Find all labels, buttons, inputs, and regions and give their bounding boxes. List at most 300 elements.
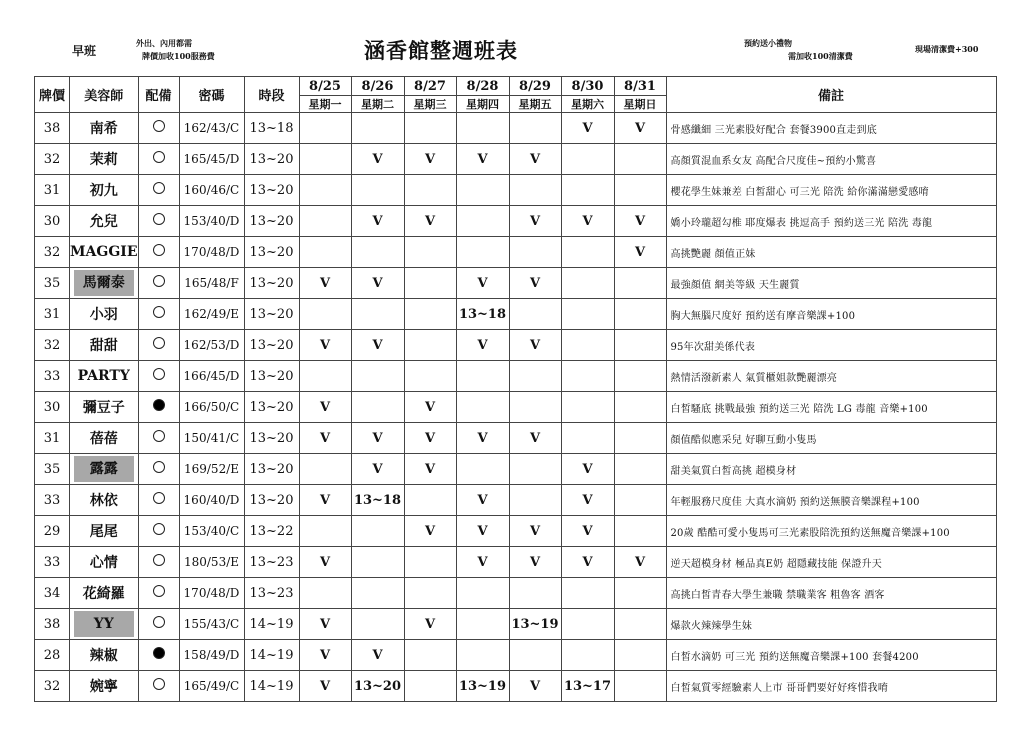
day-cell: V (561, 485, 614, 516)
hours-cell: 13~20 (244, 361, 299, 392)
equipment-cell (138, 671, 179, 702)
day-cell (404, 268, 456, 299)
beautician-name (70, 454, 139, 485)
open-circle-icon (153, 182, 165, 194)
day-cell (351, 547, 404, 578)
hours-cell: 13~18 (244, 113, 299, 144)
day-cell (299, 144, 351, 175)
equipment-cell (138, 609, 179, 640)
beautician-name (70, 392, 139, 423)
beautician-name-text: 露露 (74, 456, 134, 482)
equipment-cell (138, 299, 179, 330)
beautician-name-text: 尾尾 (89, 524, 118, 540)
remark-cell: 爆款火辣辣學生妹 (666, 609, 996, 640)
day-cell: V (404, 392, 456, 423)
open-circle-icon (153, 120, 165, 132)
cleaning-fee-note: 需加收100清潔費 (788, 51, 853, 61)
day-cell (456, 175, 509, 206)
day-cell (299, 454, 351, 485)
beautician-name-text: 彌豆子 (82, 400, 125, 416)
beautician-name (70, 330, 139, 361)
schedule-row (35, 268, 997, 299)
day-cell (456, 206, 509, 237)
equipment-cell (138, 485, 179, 516)
open-circle-icon (153, 461, 165, 473)
col-header-price: 牌價 (35, 77, 70, 113)
price-cell: 32 (35, 237, 70, 268)
equipment-cell (138, 144, 179, 175)
day-cell (299, 237, 351, 268)
schedule-row (35, 144, 997, 175)
beautician-name-text: 允兒 (89, 214, 118, 230)
price-cell: 35 (35, 454, 70, 485)
day-cell: V (509, 144, 561, 175)
day-cell (509, 454, 561, 485)
hours-cell: 13~20 (244, 392, 299, 423)
beautician-name-text: 花綺羅 (82, 586, 125, 602)
day-cell: V (509, 516, 561, 547)
col-header-hours: 時段 (244, 77, 299, 113)
day-cell: V (299, 640, 351, 671)
schedule-row (35, 640, 997, 671)
price-cell: 35 (35, 268, 70, 299)
gift-note: 預約送小禮物 (744, 38, 792, 48)
open-circle-icon (153, 523, 165, 535)
day-cell (561, 640, 614, 671)
day-cell (614, 392, 666, 423)
beautician-name-text: 茉莉 (89, 152, 118, 168)
filled-circle-icon (153, 647, 165, 659)
day-cell (614, 609, 666, 640)
hours-cell: 13~23 (244, 578, 299, 609)
price-cell: 31 (35, 175, 70, 206)
schedule-row (35, 609, 997, 640)
day-cell: V (456, 485, 509, 516)
day-cell (351, 361, 404, 392)
code-cell: 166/45/D (179, 361, 244, 392)
hours-cell: 14~19 (244, 609, 299, 640)
col-header-date: 8/31 (614, 77, 666, 96)
open-circle-icon (153, 492, 165, 504)
beautician-name (70, 361, 139, 392)
hours-cell: 14~19 (244, 640, 299, 671)
day-cell (456, 237, 509, 268)
open-circle-icon (153, 678, 165, 690)
price-cell: 31 (35, 299, 70, 330)
day-cell (404, 330, 456, 361)
beautician-name-text: 辣椒 (89, 648, 118, 664)
day-cell (404, 175, 456, 206)
day-cell (404, 361, 456, 392)
day-cell (614, 299, 666, 330)
beautician-name (70, 144, 139, 175)
col-header-weekday: 星期五 (509, 96, 561, 113)
beautician-name (70, 609, 139, 640)
hours-cell: 13~20 (244, 206, 299, 237)
beautician-name (70, 485, 139, 516)
beautician-name-text: 蓓蓓 (89, 431, 118, 447)
col-header-weekday: 星期四 (456, 96, 509, 113)
day-cell (561, 392, 614, 423)
day-cell: V (614, 237, 666, 268)
day-cell: V (456, 516, 509, 547)
day-cell (509, 175, 561, 206)
equipment-cell (138, 175, 179, 206)
schedule-row (35, 330, 997, 361)
day-cell (509, 361, 561, 392)
day-cell: V (404, 423, 456, 454)
day-cell: V (561, 516, 614, 547)
day-cell (561, 423, 614, 454)
col-header-date: 8/26 (351, 77, 404, 96)
code-cell: 165/49/C (179, 671, 244, 702)
hours-cell: 13~22 (244, 516, 299, 547)
open-circle-icon (153, 244, 165, 256)
day-cell (299, 113, 351, 144)
beautician-name-text: YY (74, 611, 134, 637)
beautician-name (70, 237, 139, 268)
day-cell (509, 485, 561, 516)
code-cell: 165/48/F (179, 268, 244, 299)
day-cell: V (351, 268, 404, 299)
day-cell (614, 640, 666, 671)
open-circle-icon (153, 368, 165, 380)
shift-label: 早班 (72, 44, 97, 58)
col-header-date: 8/29 (509, 77, 561, 96)
open-circle-icon (153, 430, 165, 442)
day-cell (351, 175, 404, 206)
day-cell (299, 361, 351, 392)
price-cell: 33 (35, 485, 70, 516)
price-cell: 33 (35, 361, 70, 392)
day-cell (404, 578, 456, 609)
schedule-row (35, 237, 997, 268)
hours-cell: 13~20 (244, 299, 299, 330)
day-cell: 13~18 (456, 299, 509, 330)
day-cell (456, 361, 509, 392)
remark-cell: 最強顏值 網美等級 天生麗質 (666, 268, 996, 299)
day-cell: V (404, 206, 456, 237)
day-cell (614, 485, 666, 516)
day-cell: V (456, 268, 509, 299)
col-header-remarks: 備註 (666, 77, 996, 113)
day-cell: V (456, 423, 509, 454)
schedule-row (35, 423, 997, 454)
day-cell (456, 609, 509, 640)
beautician-name (70, 671, 139, 702)
day-cell: 13~17 (561, 671, 614, 702)
hours-cell: 13~20 (244, 237, 299, 268)
day-cell: V (299, 268, 351, 299)
day-cell: V (404, 144, 456, 175)
equipment-cell (138, 423, 179, 454)
remark-cell: 95年次甜美係代表 (666, 330, 996, 361)
day-cell: V (351, 423, 404, 454)
day-cell (404, 640, 456, 671)
day-cell (299, 516, 351, 547)
day-cell (561, 330, 614, 361)
price-cell: 32 (35, 671, 70, 702)
beautician-name-text: PARTY (77, 368, 130, 384)
day-cell (614, 516, 666, 547)
day-cell: 13~20 (351, 671, 404, 702)
remark-cell: 高挑白皙青春大學生兼職 禁職業客 粗魯客 酒客 (666, 578, 996, 609)
schedule-row (35, 454, 997, 485)
code-cell: 160/46/C (179, 175, 244, 206)
day-cell: V (456, 144, 509, 175)
beautician-name-text: 甜甜 (89, 338, 118, 354)
day-cell (561, 609, 614, 640)
open-circle-icon (153, 585, 165, 597)
day-cell: V (351, 330, 404, 361)
day-cell (299, 578, 351, 609)
col-header-weekday: 星期一 (299, 96, 351, 113)
day-cell: V (561, 113, 614, 144)
day-cell (561, 268, 614, 299)
filled-circle-icon (153, 399, 165, 411)
day-cell (456, 113, 509, 144)
open-circle-icon (153, 306, 165, 318)
day-cell: 13~19 (509, 609, 561, 640)
col-header-weekday: 星期二 (351, 96, 404, 113)
day-cell (299, 299, 351, 330)
day-cell: V (404, 516, 456, 547)
day-cell (509, 578, 561, 609)
beautician-name-text: 馬爾泰 (74, 270, 134, 296)
price-cell: 32 (35, 144, 70, 175)
code-cell: 153/40/C (179, 516, 244, 547)
hours-cell: 13~23 (244, 547, 299, 578)
remark-cell: 高顏質混血系女友 高配合尺度佳~預約小驚喜 (666, 144, 996, 175)
day-cell: V (299, 547, 351, 578)
code-cell: 162/43/C (179, 113, 244, 144)
service-fee-note: 外出、內用都需 (136, 38, 192, 48)
day-cell (561, 237, 614, 268)
price-cell: 34 (35, 578, 70, 609)
remark-cell: 胸大無腦尺度好 預約送有摩音樂課+100 (666, 299, 996, 330)
day-cell: V (509, 330, 561, 361)
schedule-row (35, 578, 997, 609)
day-cell (351, 578, 404, 609)
hours-cell: 14~19 (244, 671, 299, 702)
schedule-row (35, 299, 997, 330)
equipment-cell (138, 361, 179, 392)
code-cell: 158/49/D (179, 640, 244, 671)
hours-cell: 13~20 (244, 330, 299, 361)
beautician-name (70, 547, 139, 578)
day-cell: V (561, 547, 614, 578)
col-header-date: 8/27 (404, 77, 456, 96)
day-cell: V (351, 454, 404, 485)
beautician-name (70, 423, 139, 454)
remark-cell: 年輕服務尺度佳 大真水滴奶 預約送無膜音樂課程+100 (666, 485, 996, 516)
day-cell (614, 175, 666, 206)
hours-cell: 13~20 (244, 268, 299, 299)
day-cell (404, 299, 456, 330)
day-cell (561, 578, 614, 609)
schedule-row (35, 547, 997, 578)
day-cell: V (299, 485, 351, 516)
remark-cell: 甜美氣質白皙高挑 超模身材 (666, 454, 996, 485)
day-cell (404, 671, 456, 702)
day-cell (456, 578, 509, 609)
open-circle-icon (153, 213, 165, 225)
day-cell (351, 113, 404, 144)
day-cell (351, 299, 404, 330)
day-cell (614, 361, 666, 392)
day-cell (614, 671, 666, 702)
open-circle-icon (153, 275, 165, 287)
day-cell (351, 392, 404, 423)
remark-cell: 白皙騷底 挑戰最強 預約送三光 陪洗 LG 毒龍 音樂+100 (666, 392, 996, 423)
price-cell: 33 (35, 547, 70, 578)
beautician-name-text: 心情 (89, 555, 118, 571)
remark-cell: 顏值酷似應采兒 好聊互動小隻馬 (666, 423, 996, 454)
col-header-weekday: 星期六 (561, 96, 614, 113)
day-cell (456, 640, 509, 671)
day-cell: V (351, 144, 404, 175)
code-cell: 155/43/C (179, 609, 244, 640)
col-header-beautician: 美容師 (70, 77, 139, 113)
equipment-cell (138, 113, 179, 144)
remark-cell: 高挑艷麗 顏值正妹 (666, 237, 996, 268)
equipment-cell (138, 640, 179, 671)
col-header-equipment: 配備 (138, 77, 179, 113)
day-cell: V (456, 330, 509, 361)
open-circle-icon (153, 151, 165, 163)
price-cell: 30 (35, 392, 70, 423)
equipment-cell (138, 578, 179, 609)
day-cell (614, 330, 666, 361)
day-cell (299, 175, 351, 206)
price-cell: 32 (35, 330, 70, 361)
open-circle-icon (153, 554, 165, 566)
day-cell (614, 454, 666, 485)
day-cell: V (404, 454, 456, 485)
day-cell (614, 423, 666, 454)
day-cell: V (351, 640, 404, 671)
remark-cell: 20歲 酷酷可愛小隻馬可三光素股陪洗預約送無魔音樂課+100 (666, 516, 996, 547)
schedule-row (35, 206, 997, 237)
equipment-cell (138, 268, 179, 299)
beautician-name-text: 南希 (89, 121, 118, 137)
day-cell (561, 144, 614, 175)
day-cell: V (509, 547, 561, 578)
equipment-cell (138, 454, 179, 485)
day-cell (351, 516, 404, 547)
schedule-row (35, 392, 997, 423)
beautician-name (70, 175, 139, 206)
beautician-name-text: MAGGIE (70, 244, 138, 260)
day-cell (509, 113, 561, 144)
open-circle-icon (153, 337, 165, 349)
col-header-date: 8/28 (456, 77, 509, 96)
remark-cell: 櫻花學生妹兼差 白皙甜心 可三光 陪洗 給你滿滿戀愛感唷 (666, 175, 996, 206)
equipment-cell (138, 237, 179, 268)
day-cell: V (351, 206, 404, 237)
day-cell: V (614, 206, 666, 237)
code-cell: 170/48/D (179, 237, 244, 268)
equipment-cell (138, 330, 179, 361)
day-cell: V (299, 609, 351, 640)
day-cell: V (299, 423, 351, 454)
remark-cell: 骨感纖細 三光素股好配合 套餐3900直走到底 (666, 113, 996, 144)
day-cell (561, 361, 614, 392)
code-cell: 162/49/E (179, 299, 244, 330)
day-cell (509, 299, 561, 330)
day-cell (614, 268, 666, 299)
day-cell (456, 454, 509, 485)
page-title: 涵香館整週班表 (364, 38, 518, 63)
price-cell: 29 (35, 516, 70, 547)
weekly-schedule-table (34, 76, 997, 702)
remark-cell: 嬌小玲瓏超勾椎 耶度爆表 挑逗高手 預約送三光 陪洗 毒龍 (666, 206, 996, 237)
hours-cell: 13~20 (244, 144, 299, 175)
beautician-name-text: 林依 (89, 493, 118, 509)
day-cell: V (509, 268, 561, 299)
beautician-name (70, 578, 139, 609)
price-cell: 28 (35, 640, 70, 671)
beautician-name-text: 小羽 (89, 307, 118, 323)
open-circle-icon (153, 616, 165, 628)
day-cell (351, 237, 404, 268)
beautician-name (70, 516, 139, 547)
remark-cell: 白皙氣質零經驗素人上市 哥哥們要好好疼惜我唷 (666, 671, 996, 702)
onsite-cleaning-fee-note: 現場清潔費+300 (915, 44, 979, 54)
remark-cell: 逆天超模身材 極品真E奶 超隱藏技能 保證升天 (666, 547, 996, 578)
code-cell: 153/40/D (179, 206, 244, 237)
code-cell: 165/45/D (179, 144, 244, 175)
equipment-cell (138, 392, 179, 423)
day-cell (509, 392, 561, 423)
code-cell: 150/41/C (179, 423, 244, 454)
code-cell: 160/40/D (179, 485, 244, 516)
day-cell (404, 113, 456, 144)
day-cell (351, 609, 404, 640)
day-cell: V (509, 423, 561, 454)
day-cell (509, 237, 561, 268)
hours-cell: 13~20 (244, 485, 299, 516)
day-cell: V (299, 671, 351, 702)
schedule-row (35, 113, 997, 144)
price-cell: 38 (35, 113, 70, 144)
day-cell: V (561, 454, 614, 485)
day-cell: 13~18 (351, 485, 404, 516)
beautician-name-text: 婉寧 (89, 679, 118, 695)
col-header-weekday: 星期三 (404, 96, 456, 113)
equipment-cell (138, 206, 179, 237)
col-header-weekday: 星期日 (614, 96, 666, 113)
day-cell: V (456, 547, 509, 578)
equipment-cell (138, 516, 179, 547)
remark-cell: 白皙水滴奶 可三光 預約送無魔音樂課+100 套餐4200 (666, 640, 996, 671)
day-cell (404, 547, 456, 578)
schedule-row (35, 361, 997, 392)
hours-cell: 13~20 (244, 454, 299, 485)
price-cell: 38 (35, 609, 70, 640)
code-cell: 169/52/E (179, 454, 244, 485)
day-cell: V (614, 113, 666, 144)
col-header-date: 8/25 (299, 77, 351, 96)
beautician-name (70, 299, 139, 330)
col-header-date: 8/30 (561, 77, 614, 96)
service-fee-note-2: 牌價加收100服務費 (142, 51, 215, 61)
beautician-name (70, 640, 139, 671)
schedule-row (35, 671, 997, 702)
col-header-code: 密碼 (179, 77, 244, 113)
day-cell: V (299, 330, 351, 361)
day-cell: V (299, 392, 351, 423)
